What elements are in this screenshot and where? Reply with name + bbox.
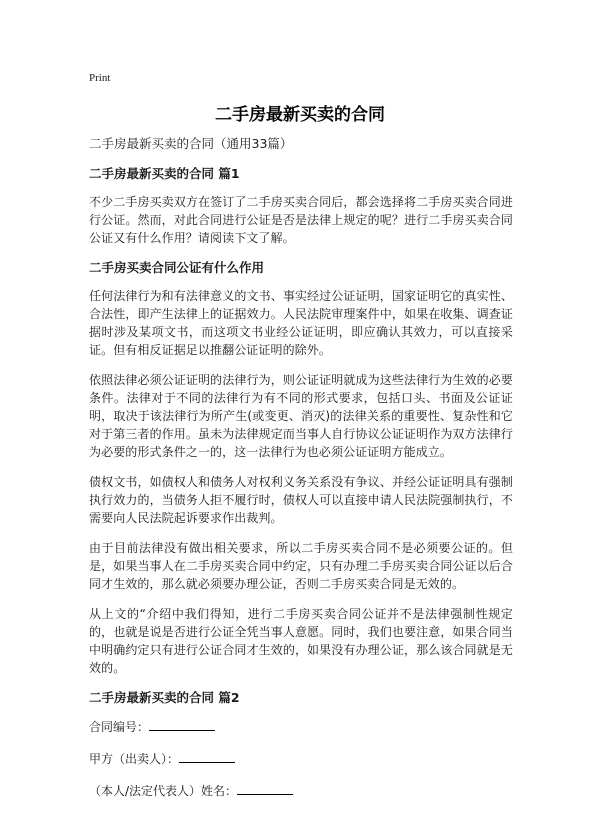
body-paragraph: 债权文书，如债权人和债务人对权利义务关系没有争议、并经公证证明具有强制执行效力的，当债务人拒不履行时，债权人可以直接申请人民法院强制执行，不需要向人民法院起诉要求作出裁判。 [89,475,513,525]
section-heading-2: 二手房最新买卖的合同 篇2 [89,690,240,705]
section-heading-1: 二手房最新买卖的合同 篇1 [89,166,240,181]
section-intro-paragraph: 不少二手房买卖双方在签订了二手房买卖合同后，都会选择将二手房买卖合同进行公证。然而，对此合同进行公证是否是法律上规定的呢？进行二手房买卖合同公证又有什么作用？请阅读下文了解。 [89,195,513,245]
body-paragraph: 依照法律必须公证证明的法律行为，则公证证明就成为这些法律行为生效的必要条件。法律对于不同的法律行为有不同的形式要求，包括口头、书面及公证证明，取决于该法律行为所产生(或变更、消灭)的法律关系的重要性、复杂性和它对于第三者的作用。虽未为法律规定而当事人自行协议公证证明作为双方法律行为必要的形式条件之一的，这一法律行为也必须公证证明方能成立。 [89,373,513,459]
contract-number-field [89,717,513,736]
document-subtitle: 二手房最新买卖的合同（通用33篇） [89,136,293,151]
sub-heading-notary-role: 二手房买卖合同公证有什么作用 [89,260,265,275]
field-label: 甲方（出卖人）： [89,752,180,766]
field-label: （本人/法定代表人）姓名： [89,784,238,798]
field-label: 合同编号： [89,720,150,734]
print-link[interactable]: Print [89,72,111,84]
fill-in-blank [237,781,293,795]
body-paragraph: 由于目前法律没有做出相关要求，所以二手房买卖合同不是必须要公证的。但是，如果当事人在二手房买卖合同中约定，只有办理二手房买卖合同公证以后合同才生效的，那么就必须要办理公证，否则二手房买卖合同是无效的。 [89,541,513,591]
document-title: 二手房最新买卖的合同 [215,105,385,125]
representative-name-field [89,781,513,800]
party-a-seller-field [89,749,513,768]
fill-in-blank [179,749,235,763]
fill-in-blank [149,717,215,731]
document-body [89,135,513,813]
body-paragraph: 从上文的“介绍中我们得知，进行二手房买卖合同公证并不是法律强制性规定的，也就是说是否进行公证全凭当事人意愿。同时，我们也要注意，如果合同当中明确约定只有进行公证合同才生效的，如果没有办理公证，那么该合同就是无效的。 [89,607,513,675]
body-paragraph: 任何法律行为和有法律意义的文书、事实经过公证证明，国家证明它的真实性、合法性，即产生法律上的证据效力。人民法院审理案件中，如果在收集、调查证据时涉及某项文书，而这项文书业经公证证明，即应确认其效力，可以直接采证。但有相反证据足以推翻公证证明的除外。 [89,289,513,357]
